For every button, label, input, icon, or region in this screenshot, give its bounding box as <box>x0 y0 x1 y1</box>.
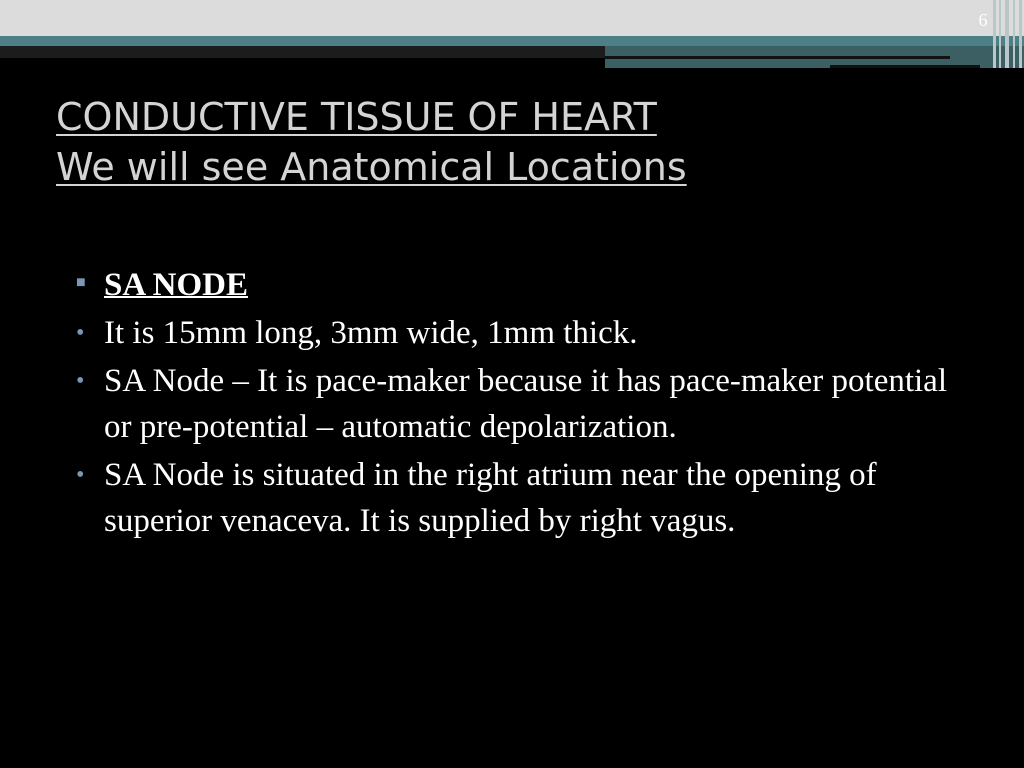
square-bullet-icon: ■ <box>76 274 86 291</box>
section-heading: SA NODE <box>104 267 248 303</box>
accent-line <box>605 56 950 59</box>
slide-title <box>56 92 976 192</box>
round-bullet-icon: • <box>76 368 85 394</box>
bullet-text: It is 15mm long, 3mm wide, 1mm thick. <box>104 315 638 351</box>
title-line-1: CONDUCTIVE TISSUE OF HEART <box>56 95 657 139</box>
accent-line <box>830 65 980 68</box>
list-item <box>76 262 956 308</box>
bullet-text: SA Node is situated in the right atrium near the opening of superior venaceva. It is supplied by right vagus. <box>104 457 877 539</box>
round-bullet-icon: • <box>76 320 85 346</box>
decor-stripe <box>999 0 1001 68</box>
decor-stripe <box>1005 0 1009 68</box>
decor-stripe <box>1013 0 1015 68</box>
list-item <box>76 310 956 356</box>
decor-stripe <box>1019 0 1022 68</box>
top-decor-band <box>0 0 1024 36</box>
list-item <box>76 452 956 544</box>
bullet-text: SA Node – It is pace-maker because it has pace-maker potential or pre-potential – automatic depolarization. <box>104 363 947 445</box>
dark-accent-bar <box>0 46 605 58</box>
teal-accent-bar <box>0 36 1024 46</box>
list-item <box>76 358 956 450</box>
round-bullet-icon: • <box>76 462 85 488</box>
slide-content <box>76 262 956 546</box>
title-line-2: We will see Anatomical Locations <box>56 145 687 189</box>
slide-number: 6 <box>978 10 988 30</box>
